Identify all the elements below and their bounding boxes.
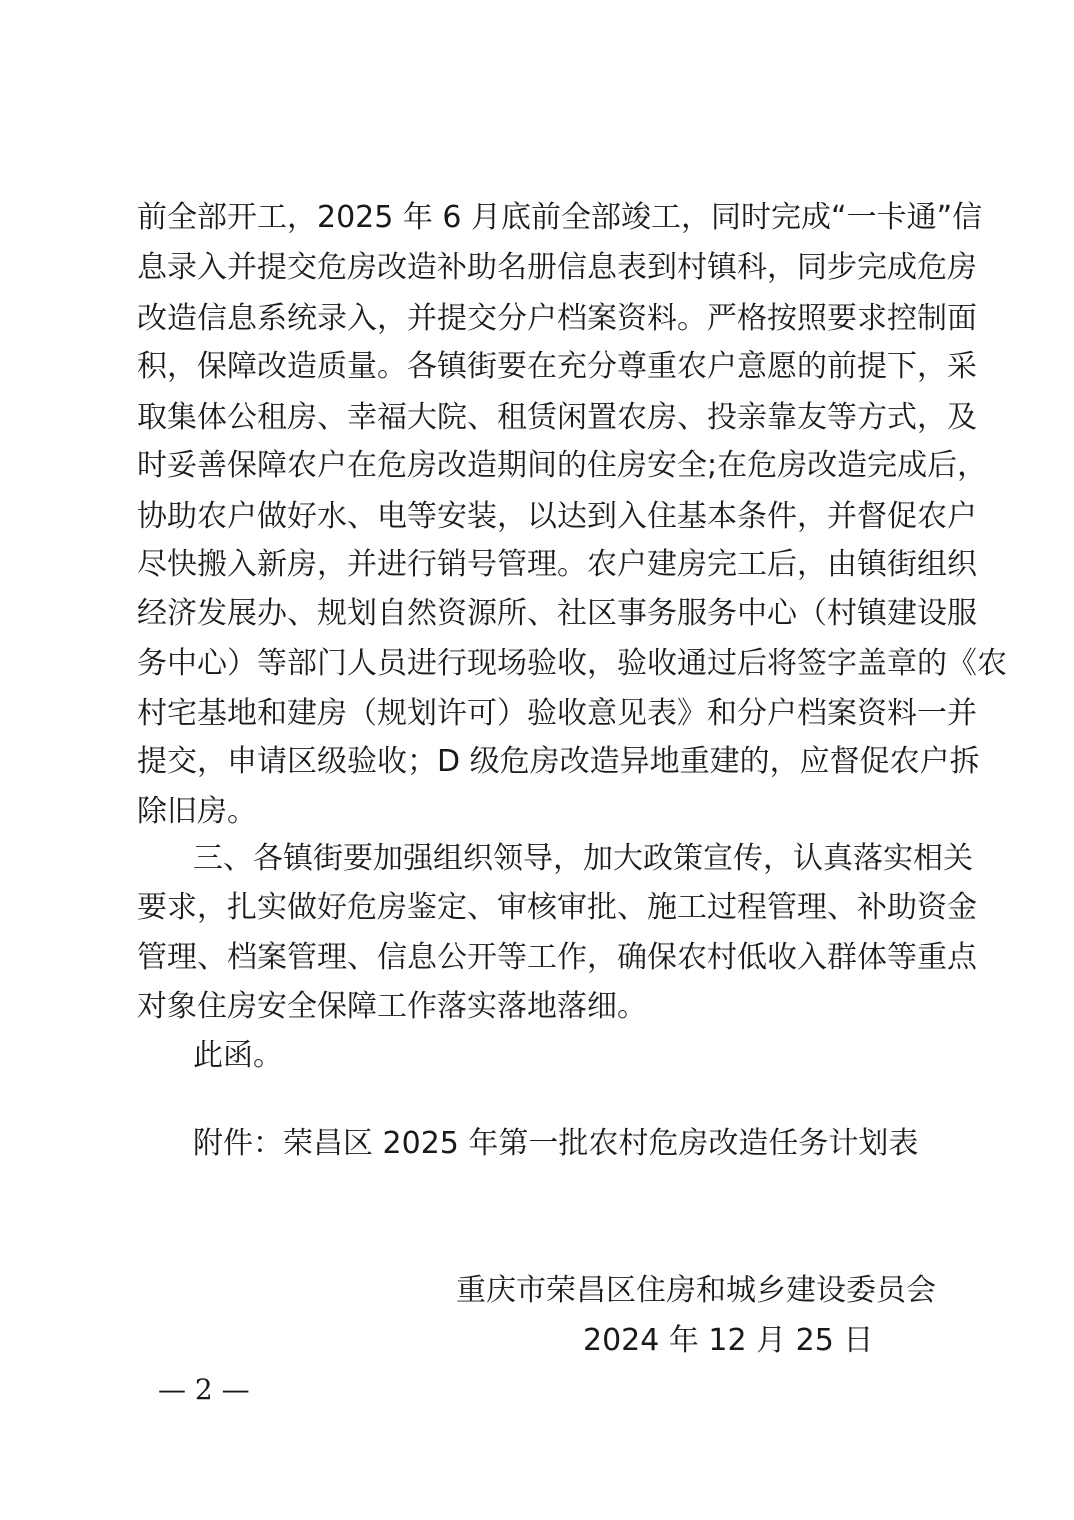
body-line: 积，保障改造质量。各镇街要在充分尊重农户意愿的前提下，采 <box>137 349 977 384</box>
body-line: 管理、档案管理、信息公开等工作，确保农村低收入群体等重点 <box>137 940 977 975</box>
body-line: 前全部开工，2025 年 6 月底前全部竣工，同时完成“一卡通”信 <box>137 200 983 235</box>
signature-date: 2024 年 12 月 25 日 <box>583 1323 874 1358</box>
closing-text: 此函。 <box>193 1038 283 1073</box>
body-line: 除旧房。 <box>137 794 257 829</box>
signature-organization: 重庆市荣昌区住房和城乡建设委员会 <box>456 1273 936 1308</box>
body-line: 三、各镇街要加强组织领导，加大政策宣传，认真落实相关 <box>193 841 973 876</box>
body-line: 协助农户做好水、电等安装，以达到入住基本条件，并督促农户 <box>137 499 977 534</box>
page-number: — 2 — <box>158 1373 250 1406</box>
body-line: 尽快搬入新房，并进行销号管理。农户建房完工后，由镇街组织 <box>137 547 977 582</box>
body-line: 经济发展办、规划自然资源所、社区事务服务中心（村镇建设服 <box>137 596 977 631</box>
body-line: 改造信息系统录入，并提交分户档案资料。严格按照要求控制面 <box>137 301 977 336</box>
body-line: 要求，扎实做好危房鉴定、审核审批、施工过程管理、补助资金 <box>137 890 977 925</box>
body-line: 时妥善保障农户在危房改造期间的住房安全;在危房改造完成后， <box>137 448 988 483</box>
body-line: 对象住房安全保障工作落实落地落细。 <box>137 989 647 1024</box>
body-line: 取集体公租房、幸福大院、租赁闲置农房、投亲靠友等方式，及 <box>137 400 977 435</box>
attachment-line: 附件：荣昌区 2025 年第一批农村危房改造任务计划表 <box>193 1126 919 1161</box>
body-line: 息录入并提交危房改造补助名册信息表到村镇科，同步完成危房 <box>137 250 977 285</box>
body-line: 务中心）等部门人员进行现场验收，验收通过后将签字盖章的《农 <box>137 646 1007 681</box>
body-line: 提交，申请区级验收；D 级危房改造异地重建的，应督促农户拆 <box>137 744 980 779</box>
body-line: 村宅基地和建房（规划许可）验收意见表》和分户档案资料一并 <box>137 696 977 731</box>
